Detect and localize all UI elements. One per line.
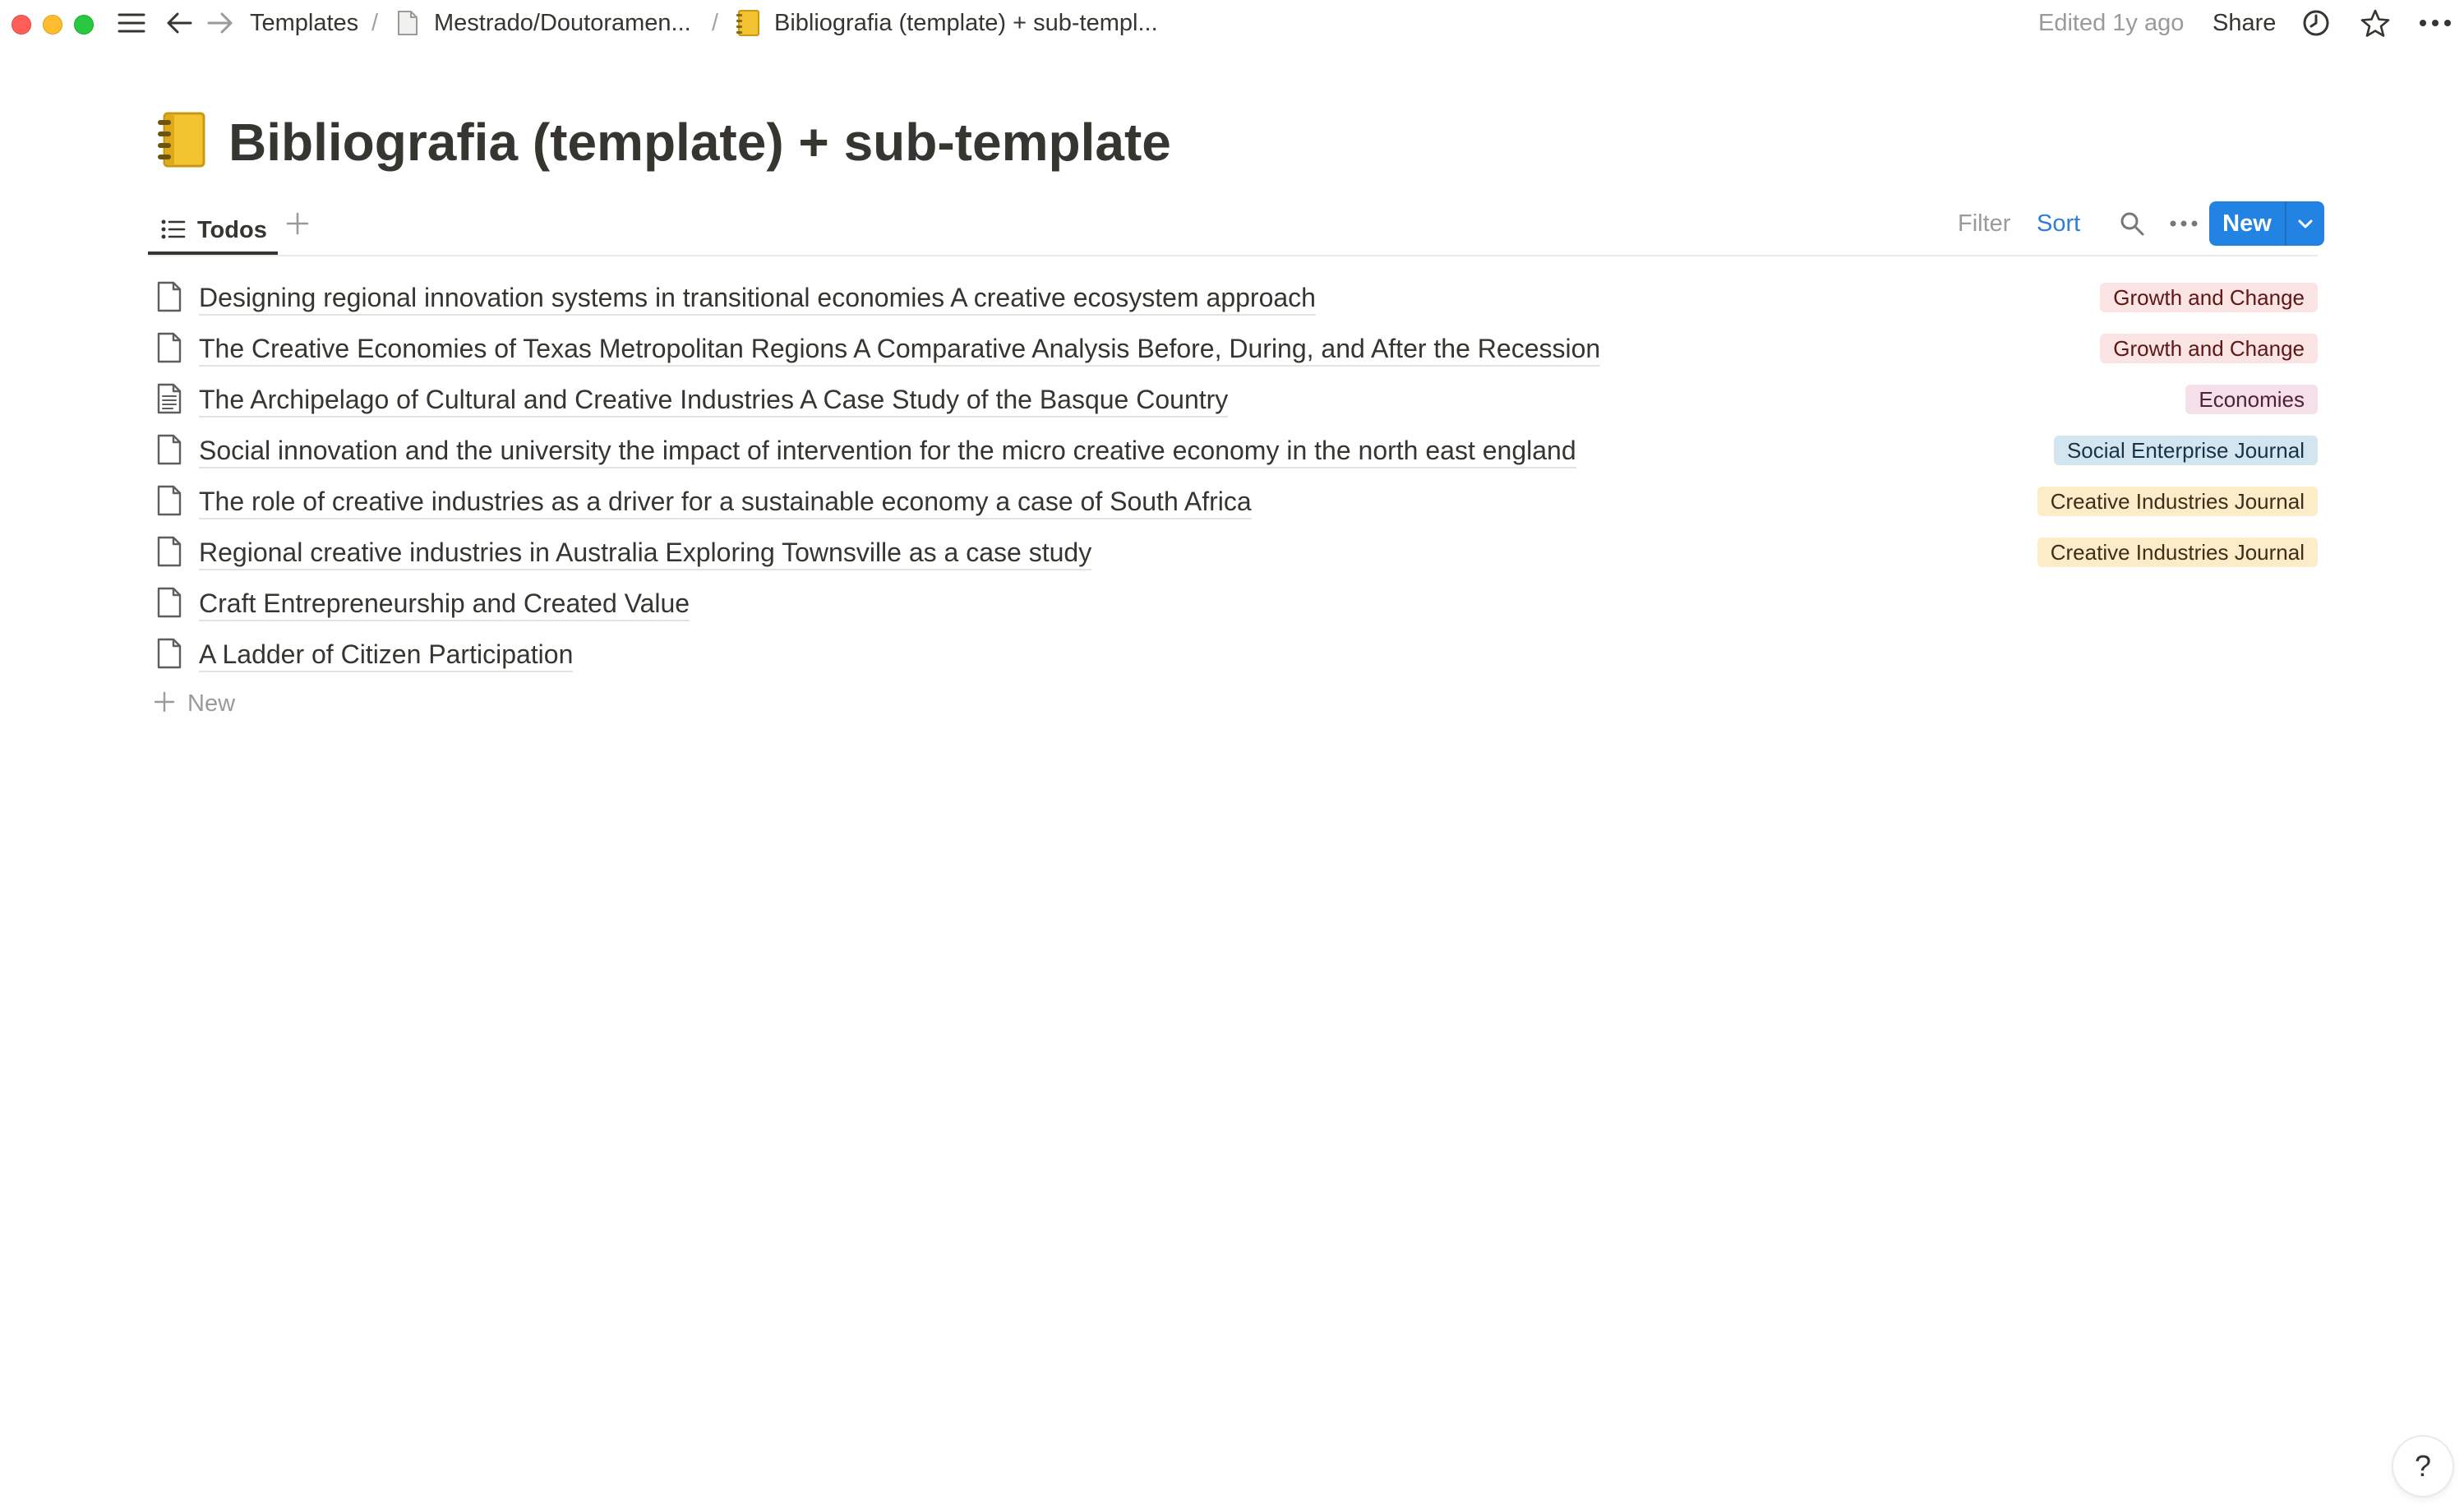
chevron-down-icon[interactable] xyxy=(2286,201,2324,246)
document-icon xyxy=(156,485,182,520)
breadcrumb-separator: / xyxy=(371,10,379,36)
document-icon xyxy=(156,281,182,316)
new-button-label: New xyxy=(2222,210,2272,237)
document-icon xyxy=(156,434,182,469)
back-arrow-icon[interactable] xyxy=(163,7,196,39)
tab-label: Todos xyxy=(197,217,267,243)
notebook-icon xyxy=(733,7,763,39)
breadcrumb-mestrado[interactable]: Mestrado/Doutoramen... xyxy=(434,10,691,36)
page-title[interactable]: Bibliografia (template) + sub-template xyxy=(228,113,1171,172)
document-icon xyxy=(156,638,182,673)
journal-tag: Economies xyxy=(2185,385,2318,414)
list-item-title[interactable]: The Archipelago of Cultural and Creative Industries A Case Study of the Basque Country xyxy=(199,383,1228,418)
list-item-title[interactable]: Regional creative industries in Australia Exploring Townsville as a case study xyxy=(199,536,1091,570)
history-clock-icon[interactable] xyxy=(2300,7,2332,39)
list-item-title[interactable]: The role of creative industries as a driver for a sustainable economy a case of South Africa xyxy=(199,485,1252,519)
maximize-window-button[interactable] xyxy=(74,15,94,35)
list-item[interactable] xyxy=(148,475,2318,526)
database-list xyxy=(148,271,2318,679)
journal-tag: Growth and Change xyxy=(2100,283,2318,312)
document-icon xyxy=(156,332,182,367)
list-item[interactable] xyxy=(148,526,2318,577)
favorite-star-icon[interactable] xyxy=(2359,7,2392,39)
share-button[interactable]: Share xyxy=(2213,10,2277,36)
last-edited-text: Edited 1y ago xyxy=(2038,10,2185,36)
breadcrumb-separator: / xyxy=(712,10,719,36)
sidebar-menu-icon[interactable] xyxy=(115,7,148,39)
list-item[interactable] xyxy=(148,577,2318,628)
minimize-window-button[interactable] xyxy=(43,15,62,35)
list-view-icon xyxy=(161,219,186,244)
notebook-icon[interactable] xyxy=(155,110,207,169)
new-button[interactable] xyxy=(2209,201,2324,246)
sort-button[interactable]: Sort xyxy=(2037,210,2081,237)
list-item[interactable] xyxy=(148,322,2318,373)
page-icon xyxy=(395,7,421,39)
list-item-title[interactable]: The Creative Economies of Texas Metropolitan Regions A Comparative Analysis Before, During, and After the Recession xyxy=(199,332,1600,367)
breadcrumb-templates[interactable]: Templates xyxy=(250,10,359,36)
list-item-title[interactable]: Craft Entrepreneurship and Created Value xyxy=(199,587,690,621)
more-options-icon[interactable] xyxy=(2416,7,2454,39)
search-icon[interactable] xyxy=(2119,209,2145,238)
more-view-options-icon[interactable] xyxy=(2170,209,2198,238)
filter-button[interactable]: Filter xyxy=(1958,210,2011,237)
plus-icon xyxy=(153,690,176,718)
view-divider xyxy=(148,255,2318,256)
document-icon xyxy=(156,587,182,622)
journal-tag: Social Enterprise Journal xyxy=(2054,436,2318,465)
forward-arrow-icon[interactable] xyxy=(204,7,237,39)
breadcrumb-current-page[interactable]: Bibliografia (template) + sub-templ... xyxy=(774,10,1158,36)
help-button[interactable]: ? xyxy=(2393,1437,2452,1496)
document-icon xyxy=(156,536,182,571)
document-text-icon xyxy=(156,383,182,418)
top-bar xyxy=(0,0,2464,46)
close-window-button[interactable] xyxy=(12,15,31,35)
tab-todos[interactable] xyxy=(148,205,278,256)
journal-tag: Creative Industries Journal xyxy=(2037,487,2318,516)
journal-tag: Creative Industries Journal xyxy=(2037,538,2318,567)
list-item[interactable] xyxy=(148,628,2318,679)
add-new-row-label: New xyxy=(187,690,236,717)
list-item[interactable] xyxy=(148,373,2318,424)
list-item-title[interactable]: A Ladder of Citizen Participation xyxy=(199,638,573,672)
list-item[interactable] xyxy=(148,424,2318,475)
journal-tag: Growth and Change xyxy=(2100,334,2318,363)
add-view-plus-icon[interactable] xyxy=(284,210,311,237)
list-item[interactable] xyxy=(148,271,2318,322)
list-item-title[interactable]: Designing regional innovation systems in transitional economies A creative ecosystem approach xyxy=(199,281,1316,316)
list-item-title[interactable]: Social innovation and the university the impact of intervention for the micro creative economy in the north east england xyxy=(199,434,1576,468)
